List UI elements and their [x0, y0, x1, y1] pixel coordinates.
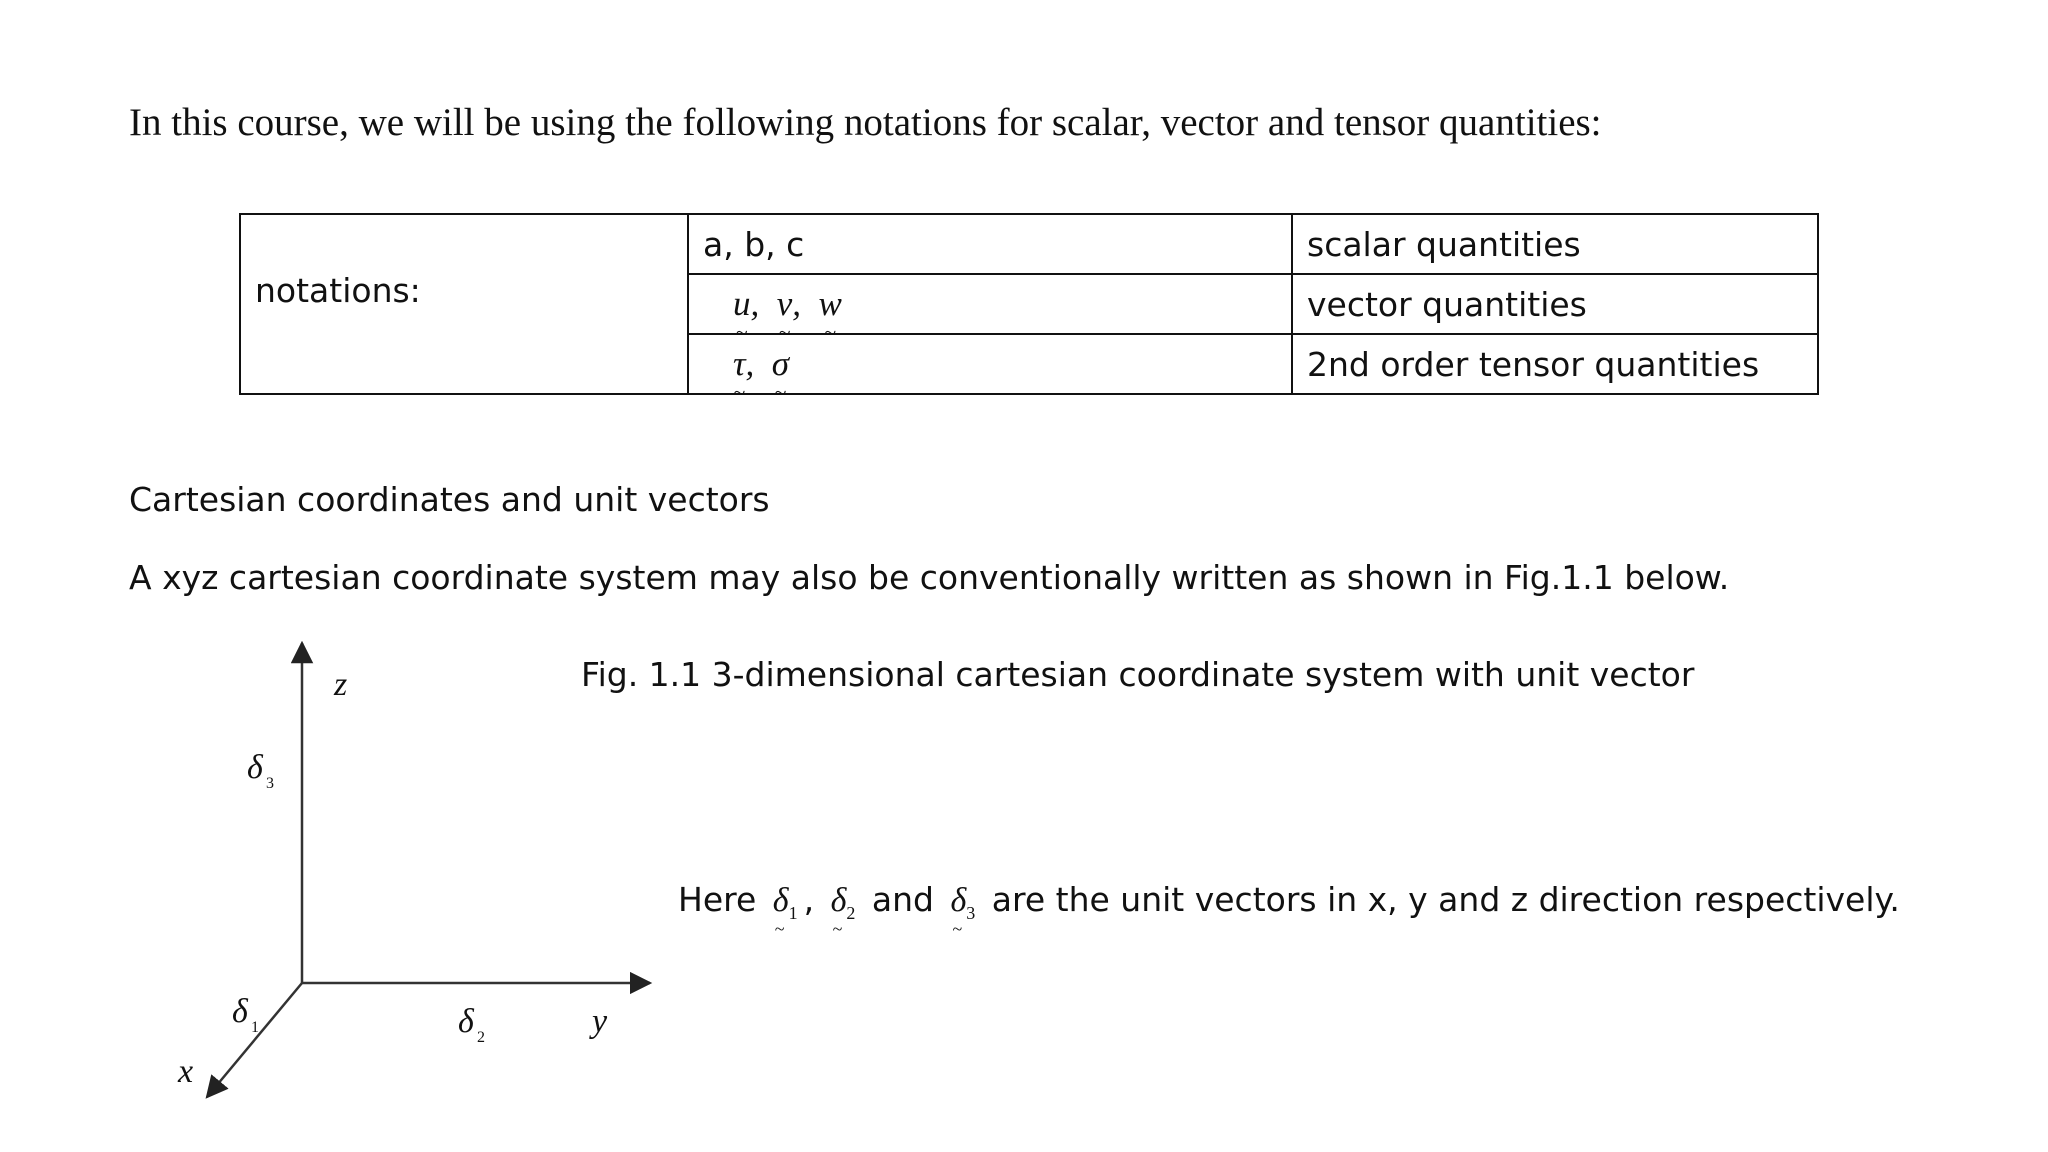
unit-vector-d2-label	[458, 1003, 485, 1046]
scalar-symbols: a, b, c	[688, 214, 1292, 274]
sentence-and: and	[871, 880, 934, 919]
scalar-description: scalar quantities	[1292, 214, 1818, 274]
x-axis	[207, 983, 302, 1097]
y-axis-label: y	[592, 1003, 608, 1040]
unit-vector-d3-label	[247, 749, 274, 792]
sentence-rest: are the unit vectors in x, y and z direction respectively.	[991, 880, 1900, 919]
svg-text:δ: δ	[247, 749, 263, 786]
tensor-symbols: τ ~, σ ~	[703, 344, 789, 384]
tensor-description: 2nd order tensor quantities	[1292, 334, 1818, 394]
svg-text:2: 2	[477, 1029, 485, 1046]
delta-2-symbol: $\delta_2$ ~	[831, 882, 856, 924]
vector-symbols: u ~, v ~, w ~	[703, 284, 842, 324]
sentence-comma: ,	[803, 880, 815, 919]
svg-text:3: 3	[266, 775, 274, 792]
x-axis-label: x	[178, 1053, 194, 1090]
figure-caption: Fig. 1.1 3-dimensional cartesian coordinate system with unit vector	[581, 655, 1695, 694]
svg-text:δ: δ	[232, 993, 248, 1030]
symbol-tau: τ ~	[733, 344, 746, 384]
section-body: A xyz cartesian coordinate system may also be conventionally written as shown in Fig.1.1 below.	[129, 558, 1730, 597]
intro-paragraph: In this course, we will be using the following notations for scalar, vector and tensor quantities:	[129, 101, 1602, 144]
z-axis-label: z	[334, 666, 348, 703]
sentence-here: Here	[678, 880, 757, 919]
delta-3-symbol: $\delta_3$ ~	[950, 882, 975, 924]
svg-text:1: 1	[251, 1019, 259, 1036]
symbol-v: v ~	[777, 284, 793, 324]
symbol-w: w ~	[819, 284, 842, 324]
svg-text:δ: δ	[458, 1003, 474, 1040]
symbol-u: u ~	[733, 284, 751, 324]
symbol-sigma: σ ~	[772, 344, 789, 384]
section-heading: Cartesian coordinates and unit vectors	[129, 480, 770, 519]
vector-description: vector quantities	[1292, 274, 1818, 334]
delta-1-symbol: $\delta_1$ ~	[773, 882, 798, 924]
unit-vector-sentence	[678, 880, 1900, 924]
unit-vector-d1-label	[232, 993, 259, 1036]
notations-label: notations:	[240, 214, 688, 394]
